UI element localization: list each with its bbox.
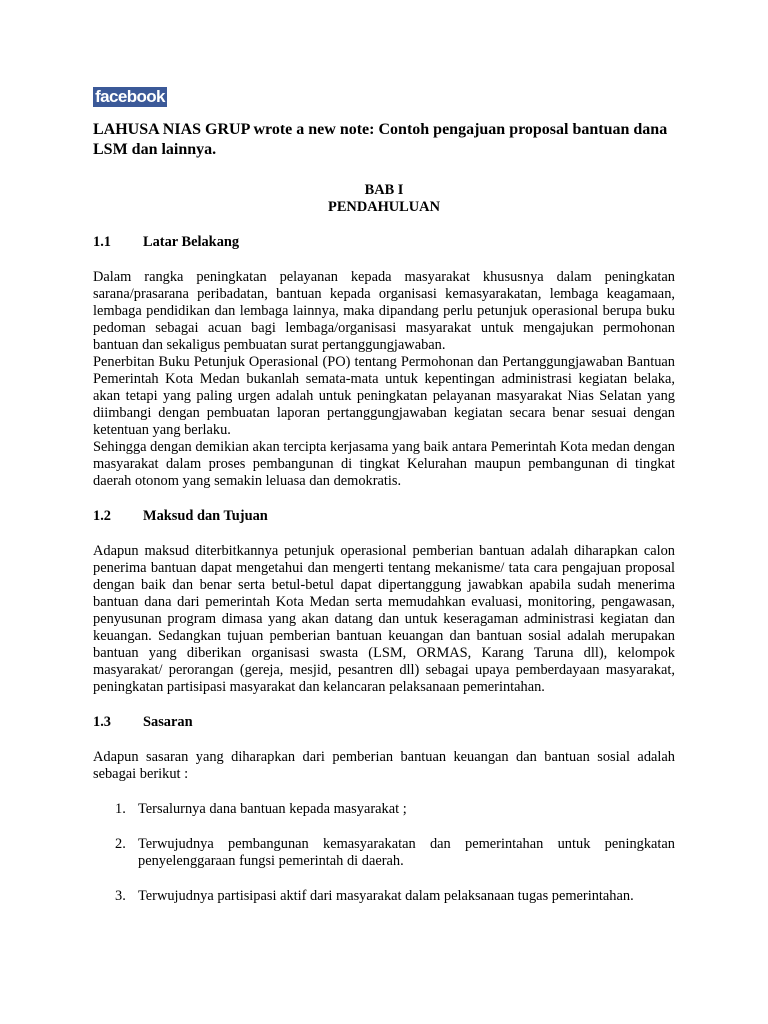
facebook-logo: facebook — [93, 87, 167, 107]
list-text: Terwujudnya partisipasi aktif dari masyarakat dalam pelaksanaan tugas pemerintahan. — [138, 888, 634, 904]
section-title: Sasaran — [143, 714, 193, 730]
list-item — [93, 836, 675, 870]
chapter-heading — [93, 182, 675, 216]
section-body-latar-belakang — [93, 269, 675, 490]
section-heading-maksud-tujuan — [93, 508, 675, 525]
note-title: LAHUSA NIAS GRUP wrote a new note: Contoh pengajuan proposal bantuan dana LSM dan lainnya. — [93, 121, 668, 158]
paragraph: Penerbitan Buku Petunjuk Operasional (PO) tentang Permohonan dan Pertanggungjawaban Bantuan Pemerintah Kota Medan bukanlah semata-mata untuk kepentingan administrasi kegiatan belaka, akan tetapi yang paling urgen adalah untuk peningkatan pelayanan masyarakat Nias Selatan yang diimbangi dengan pembuatan laporan pertanggungjawaban kegiatan secara benar sesuai dengan ketentuan yang berlaku. — [93, 354, 675, 438]
section-title: Latar Belakang — [143, 234, 240, 250]
paragraph: Adapun sasaran yang diharapkan dari pemberian bantuan keuangan dan bantuan sosial adalah sebagai berikut : — [93, 749, 675, 782]
section-heading-sasaran — [93, 714, 675, 731]
document-content — [93, 120, 675, 923]
list-item — [93, 801, 675, 818]
list-number: 2. — [115, 836, 126, 852]
paragraph: Sehingga dengan demikian akan tercipta kerjasama yang baik antara Pemerintah Kota medan dengan masyarakat dalam proses pembangunan di tingkat Kelurahan maupun pembangunan di tingkat daerah otonom yang semakin leluasa dan demokratis. — [93, 439, 675, 489]
list-item — [93, 888, 675, 905]
section-body-sasaran — [93, 749, 675, 783]
list-number: 1. — [115, 801, 126, 817]
section-number: 1.1 — [93, 234, 111, 250]
targets-list — [93, 801, 675, 905]
section-body-maksud-tujuan — [93, 543, 675, 696]
chapter-title: PENDAHULUAN — [328, 199, 440, 215]
chapter-number: BAB I — [364, 182, 404, 198]
paragraph: Dalam rangka peningkatan pelayanan kepada masyarakat khususnya dalam peningkatan sarana/prasarana peribadatan, bantuan kepada organisasi kemasyarakatan, lembaga keagamaan, lembaga pendidikan dan lembaga lainnya, maka dipandang perlu petunjuk operasional berupa buku pedoman sebagai acuan bagi lembaga/organisasi masyarakat untuk mengajukan permohonan bantuan dan sekaligus pembuatan surat pertanggungjawaban. — [93, 269, 675, 353]
paragraph: Adapun maksud diterbitkannya petunjuk operasional pemberian bantuan adalah diharapkan calon penerima bantuan dapat mengetahui dan mengerti tentang mekanisme/ tata cara pengajuan proposal dengan baik dan benar serta betul-betul dapat dipertanggung jawabkan apabila sudah menerima bantuan dana dari pemerintah Kota Medan serta memudahkan evaluasi, monitoring, pengawasan, penyusunan program dimasa yang akan datang dan untuk keseragaman administrasi kegiatan dan keuangan. Sedangkan tujuan pemberian bantuan keuangan dan bantuan sosial adalah merupakan bantuan yang diberikan organisasi swasta (LSM, ORMAS, Karang Taruna dll), kelompok masyarakat/ perorangan (gereja, mesjid, pesantren dll) sebagai upaya pemberdayaan masyarakat, peningkatan partisipasi masyarakat dan kelancaran pelaksanaan pemerintahan. — [93, 543, 675, 695]
list-number: 3. — [115, 888, 126, 904]
section-title: Maksud dan Tujuan — [143, 508, 268, 524]
section-number: 1.3 — [93, 714, 111, 730]
section-number: 1.2 — [93, 508, 111, 524]
section-heading-latar-belakang — [93, 234, 675, 251]
list-text: Terwujudnya pembangunan kemasyarakatan dan pemerintahan untuk peningkatan penyelenggaraan fungsi pemerintah di daerah. — [138, 836, 675, 869]
list-text: Tersalurnya dana bantuan kepada masyarakat ; — [138, 801, 407, 817]
